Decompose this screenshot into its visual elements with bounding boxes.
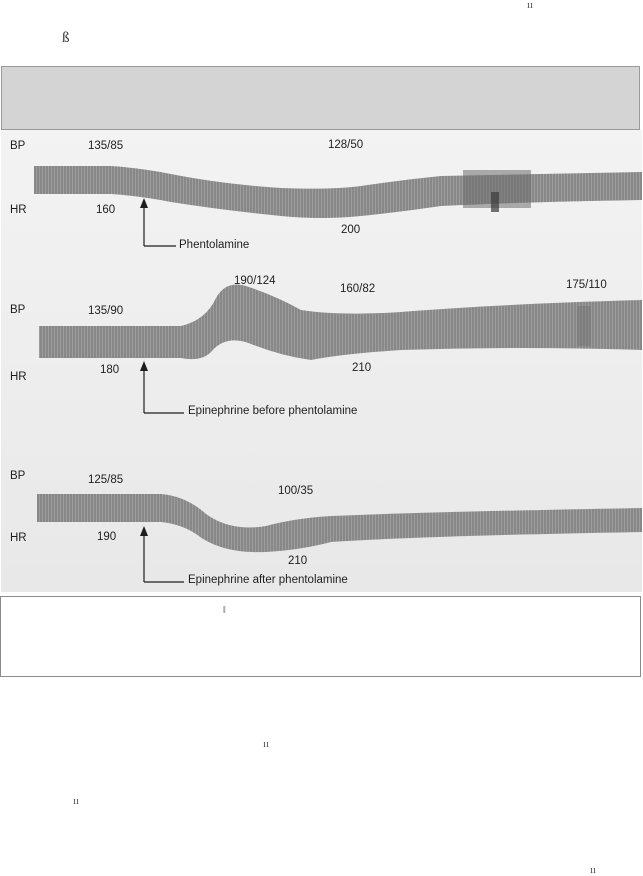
- stray-mark: ‖: [223, 605, 226, 616]
- bp-after-value: 128/50: [328, 139, 364, 151]
- bp-peak-value: 190/124: [234, 275, 276, 287]
- hr-label: HR: [10, 371, 27, 383]
- hr-before-value: 160: [96, 204, 116, 216]
- drug-label: Epinephrine after phentolamine: [188, 574, 348, 586]
- hr-before-value: 180: [100, 364, 120, 376]
- stray-mark: ıı: [590, 864, 597, 876]
- drug-label: Epinephrine before phentolamine: [188, 405, 358, 417]
- bp-after-value: 160/82: [340, 283, 376, 295]
- tracing-artifact-dark: [491, 192, 499, 212]
- bp-after-value: 100/35: [278, 485, 314, 497]
- stray-mark: ıı: [73, 795, 80, 807]
- hr-after-value: 200: [341, 224, 361, 236]
- hr-after-value: 210: [288, 555, 308, 567]
- bp-label: BP: [10, 304, 26, 316]
- hr-after-value: 210: [352, 362, 372, 374]
- beta-symbol: ß: [62, 30, 70, 46]
- tracing-graphics: [1, 130, 642, 592]
- hr-label: HR: [10, 532, 27, 544]
- bp-before-value: 125/85: [88, 474, 124, 486]
- bp-late-value: 175/110: [566, 279, 607, 291]
- hr-label: HR: [10, 204, 27, 216]
- bp-before-value: 135/85: [88, 140, 124, 152]
- blood-pressure-tracing-figure: [1, 130, 642, 592]
- hr-before-value: 190: [97, 531, 117, 543]
- stray-mark: ıı: [527, 0, 534, 11]
- bp-label: BP: [10, 140, 26, 152]
- figure-caption-area: [1, 66, 640, 130]
- stray-mark: ıı: [263, 738, 270, 750]
- bp-label: BP: [10, 470, 26, 482]
- figure-legend-area: [0, 596, 641, 677]
- bp-before-value: 135/90: [88, 305, 124, 317]
- tracing-artifact-2: [577, 306, 591, 346]
- drug-label: Phentolamine: [179, 239, 250, 251]
